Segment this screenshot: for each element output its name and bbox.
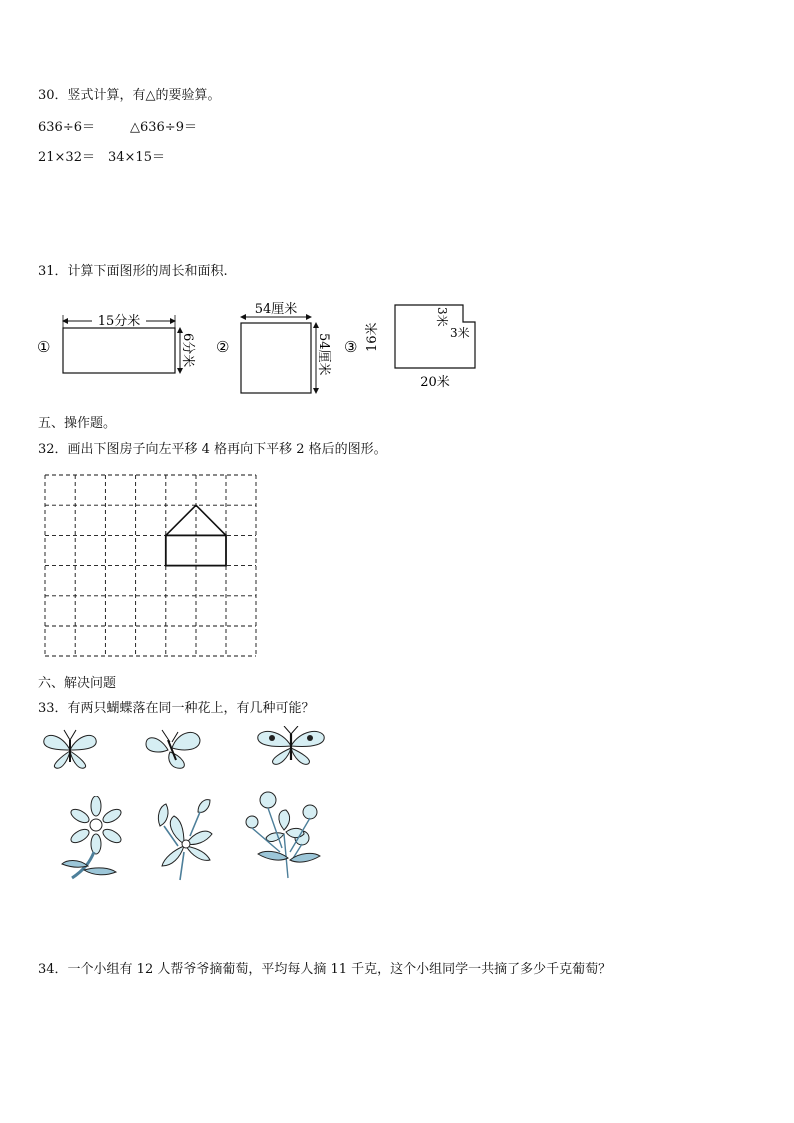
house-figure: [166, 505, 226, 565]
q30-row2: [38, 146, 165, 165]
q34-title: 34．一个小组有 12 人帮爷爷摘葡萄，平均每人摘 11 千克，这个小组同学一共摘了多少千克葡萄？: [38, 962, 612, 977]
q32-title: 32．画出下图房子向左平移 4 格再向下平移 2 格后的图形。: [38, 442, 387, 457]
fig1-marker: ①: [37, 338, 51, 356]
flower-2-image: [148, 796, 220, 882]
fig3-notch-width-label: 3米: [450, 326, 470, 340]
butterfly-1-image: [40, 728, 100, 772]
butterfly-3-image: [254, 726, 328, 768]
fig2-height-label: 54厘米: [316, 333, 331, 376]
fig2-width-label: 54厘米: [254, 302, 298, 317]
q30-item-3: 21×32＝: [38, 150, 95, 165]
fig2-marker: ②: [216, 338, 230, 356]
q31-figures: [30, 295, 510, 405]
fig3-marker: ③: [344, 338, 358, 356]
q30-row1: [38, 116, 197, 135]
q30-item-1: 636÷6＝: [38, 120, 95, 135]
section5-title: 五、操作题。: [38, 416, 117, 431]
q30-item-2: △636÷9＝: [130, 120, 197, 135]
fig1-width-label: 15分米: [97, 314, 141, 329]
fig3-notch-height-label: 3米: [435, 307, 449, 327]
q31-title: 31．计算下面图形的周长和面积.: [38, 264, 228, 279]
section6-title: 六、解决问题: [38, 676, 117, 691]
fig1-height-label: 6分米: [180, 333, 195, 368]
fig3-width-label: 20米: [420, 375, 450, 390]
fig1-rectangle: [63, 328, 175, 373]
butterfly-2-image: [142, 726, 204, 772]
fig2-square: [241, 323, 311, 393]
q30-item-4: 34×15＝: [108, 150, 165, 165]
fig3-height-label: 16米: [365, 322, 380, 352]
flower-1-image: [54, 796, 128, 882]
q33-title: 33．有两只蝴蝶落在同一种花上，有几种可能？: [38, 701, 315, 716]
q30-title: 30．竖式计算，有△的要验算。: [38, 88, 221, 103]
flower-3-image: [238, 788, 328, 882]
q32-grid: [44, 474, 260, 660]
